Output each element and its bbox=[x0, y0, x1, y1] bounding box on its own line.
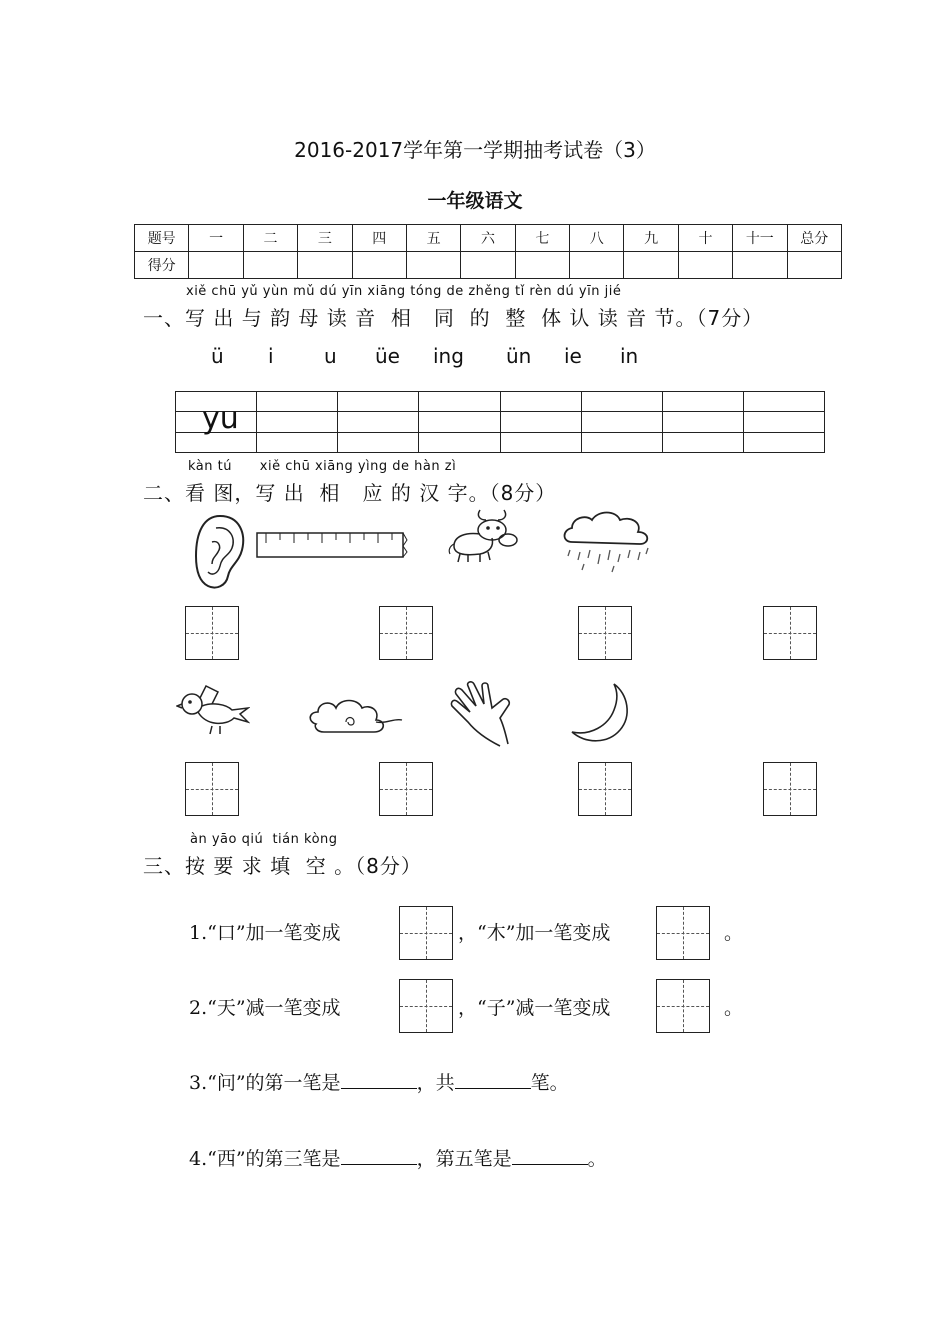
section2-heading: 二、看 图，写 出 相 应 的 汉 字。（8分） bbox=[143, 481, 557, 505]
bird-icon bbox=[176, 682, 250, 740]
score-cell[interactable] bbox=[787, 252, 842, 279]
grid-cell[interactable] bbox=[338, 412, 419, 432]
vowel: u bbox=[324, 344, 337, 368]
answer-box[interactable] bbox=[656, 906, 710, 960]
answer-box[interactable] bbox=[379, 606, 433, 660]
grid-cell[interactable] bbox=[419, 392, 500, 412]
grid-cell[interactable] bbox=[419, 412, 500, 432]
score-table bbox=[134, 224, 842, 279]
question-3-part-b: ，共 bbox=[416, 1072, 455, 1094]
section3-heading: 三、按 要 求 填 空 。（8分） bbox=[143, 854, 422, 878]
score-col: 五 bbox=[406, 225, 460, 252]
question-3-end: 笔。 bbox=[530, 1072, 569, 1094]
vowel: ün bbox=[506, 344, 532, 368]
cloud-icon bbox=[306, 694, 404, 740]
answer-blank[interactable] bbox=[455, 1070, 531, 1089]
grid-cell[interactable] bbox=[662, 392, 743, 412]
score-cell[interactable] bbox=[733, 252, 787, 279]
answer-blank[interactable] bbox=[512, 1146, 588, 1165]
score-cell[interactable] bbox=[570, 252, 624, 279]
rain-cloud-icon bbox=[558, 508, 656, 574]
vowel: ie bbox=[564, 344, 582, 368]
score-col: 七 bbox=[515, 225, 569, 252]
score-col: 八 bbox=[570, 225, 624, 252]
grid-cell[interactable] bbox=[581, 392, 662, 412]
exam-title: 2016-2017学年第一学期抽考试卷（3） bbox=[294, 138, 656, 162]
score-col: 四 bbox=[352, 225, 406, 252]
vowel: i bbox=[268, 344, 274, 368]
answer-box[interactable] bbox=[185, 606, 239, 660]
answer-box[interactable] bbox=[379, 762, 433, 816]
section1-heading: 一、写 出 与 韵 母 读 音 相 同 的 整 体 认 读 音 节。（7分） bbox=[143, 306, 764, 330]
answer-box[interactable] bbox=[399, 906, 453, 960]
score-cell[interactable] bbox=[515, 252, 569, 279]
score-header-row bbox=[135, 225, 842, 252]
question-4-part-a: 4.“西”的第三笔是 bbox=[189, 1148, 341, 1170]
question-3 bbox=[189, 1068, 569, 1095]
question-1-part-a: 1.“口”加一笔变成 bbox=[189, 922, 341, 944]
answer-box[interactable] bbox=[578, 762, 632, 816]
answer-blank[interactable] bbox=[341, 1146, 417, 1165]
grid-cell[interactable] bbox=[500, 432, 581, 452]
score-col: 十 bbox=[678, 225, 732, 252]
answer-box[interactable] bbox=[763, 606, 817, 660]
question-1-end: 。 bbox=[724, 922, 744, 944]
answer-box[interactable] bbox=[185, 762, 239, 816]
vowel: üe bbox=[375, 344, 400, 368]
vowel: ü bbox=[211, 344, 224, 368]
vowel: ing bbox=[433, 344, 464, 368]
moon-icon bbox=[568, 680, 634, 746]
question-3-part-a: 3.“问”的第一笔是 bbox=[189, 1072, 341, 1094]
grid-cell[interactable] bbox=[662, 412, 743, 432]
score-cell[interactable] bbox=[678, 252, 732, 279]
cow-icon bbox=[446, 506, 520, 564]
question-2-part-a: 2.“天”减一笔变成 bbox=[189, 997, 341, 1019]
grid-cell[interactable] bbox=[338, 392, 419, 412]
grid-cell[interactable] bbox=[419, 432, 500, 452]
score-value-row bbox=[135, 252, 842, 279]
grid-cell[interactable] bbox=[500, 412, 581, 432]
exam-subtitle: 一年级语文 bbox=[427, 190, 523, 212]
grid-cell[interactable] bbox=[500, 392, 581, 412]
score-cell[interactable] bbox=[461, 252, 515, 279]
score-cell[interactable] bbox=[189, 252, 243, 279]
score-row-label: 得分 bbox=[135, 252, 189, 279]
question-4-end: 。 bbox=[587, 1148, 607, 1170]
score-col: 三 bbox=[298, 225, 352, 252]
example-answer: yu bbox=[202, 401, 239, 436]
question-4-part-b: ，第五笔是 bbox=[416, 1148, 512, 1170]
pinyin-writing-grid bbox=[175, 391, 825, 453]
grid-cell[interactable] bbox=[743, 392, 824, 412]
score-col: 六 bbox=[461, 225, 515, 252]
grid-cell[interactable] bbox=[257, 412, 338, 432]
answer-box[interactable] bbox=[763, 762, 817, 816]
grid-cell[interactable] bbox=[743, 412, 824, 432]
score-col: 九 bbox=[624, 225, 678, 252]
grid-cell[interactable] bbox=[743, 432, 824, 452]
question-2-end: 。 bbox=[724, 997, 744, 1019]
grid-cell[interactable] bbox=[581, 412, 662, 432]
question-2-part-b: ，“子”减一笔变成 bbox=[458, 997, 611, 1019]
score-cell[interactable] bbox=[352, 252, 406, 279]
question-1-part-b: ，“木”加一笔变成 bbox=[458, 922, 611, 944]
score-cell[interactable] bbox=[624, 252, 678, 279]
score-cell[interactable] bbox=[243, 252, 297, 279]
question-4 bbox=[189, 1144, 607, 1171]
answer-box[interactable] bbox=[399, 979, 453, 1033]
section1-pinyin: xiě chū yǔ yùn mǔ dú yīn xiāng tóng de zhěng tǐ rèn dú yīn jié bbox=[186, 284, 622, 299]
vowel: in bbox=[620, 344, 639, 368]
ruler-icon bbox=[256, 530, 408, 560]
grid-cell[interactable] bbox=[257, 392, 338, 412]
grid-cell[interactable] bbox=[257, 432, 338, 452]
answer-box[interactable] bbox=[656, 979, 710, 1033]
grid-cell[interactable] bbox=[662, 432, 743, 452]
score-cell[interactable] bbox=[406, 252, 460, 279]
answer-blank[interactable] bbox=[341, 1070, 417, 1089]
score-col: 总分 bbox=[787, 225, 842, 252]
score-col: 二 bbox=[243, 225, 297, 252]
grid-cell[interactable] bbox=[581, 432, 662, 452]
score-row-label: 题号 bbox=[135, 225, 189, 252]
answer-box[interactable] bbox=[578, 606, 632, 660]
grid-cell[interactable] bbox=[338, 432, 419, 452]
score-col: 一 bbox=[189, 225, 243, 252]
hand-icon bbox=[446, 680, 516, 750]
score-col: 十一 bbox=[733, 225, 787, 252]
section3-pinyin: àn yāo qiú tián kòng bbox=[190, 832, 338, 847]
ear-icon bbox=[190, 512, 248, 592]
section2-pinyin: kàn tú xiě chū xiāng yìng de hàn zì bbox=[188, 459, 457, 474]
score-cell[interactable] bbox=[298, 252, 352, 279]
